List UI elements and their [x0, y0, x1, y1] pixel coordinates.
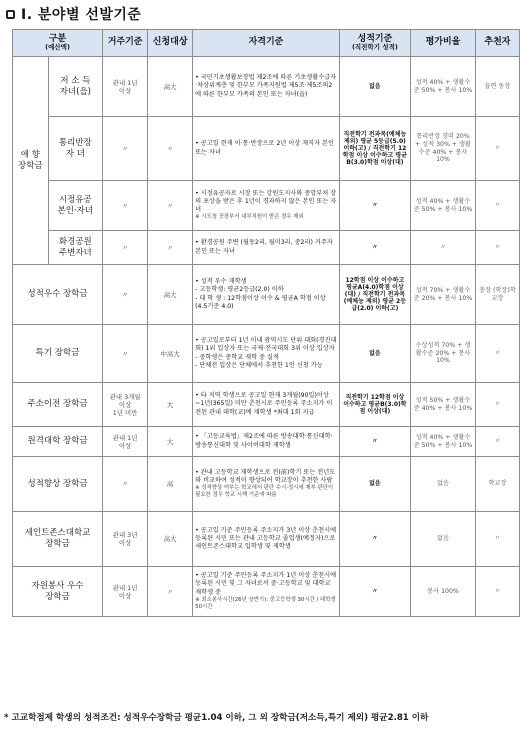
residence-cell: 관내 3년 이상 — [103, 512, 148, 567]
eligibility-note: ※ 성적향상 여부는 학교에서 판단 수시·정시에 제부 판단이 필요한 경우 학교 시책 기준에 따름 — [195, 485, 334, 499]
target-cell: 〃 — [148, 181, 193, 231]
header-category: 구분 (예산액) — [13, 30, 103, 57]
eligibility-cell — [193, 383, 340, 427]
category-name: 저 소 득 자녀(읍) — [48, 57, 102, 117]
target-cell: 〃 — [148, 231, 193, 265]
grade-cell: 〃 — [339, 231, 410, 265]
recommender-cell: 〃 — [475, 181, 519, 231]
evaluation-cell: 성적 40% + 생활수준 50% + 봉사 10% — [411, 57, 476, 117]
category-name: 성적우수 장학금 — [13, 265, 103, 325]
header-grade: 성적기준 (직전학기 성적) — [339, 30, 410, 57]
table-row — [13, 427, 520, 457]
section-heading — [6, 4, 141, 24]
table-row — [13, 231, 520, 265]
table-row — [13, 567, 520, 617]
recommender-cell: 읍면 동장 — [475, 57, 519, 117]
grade-cell: 〃 — [339, 567, 410, 617]
recommender-cell: 총장 (학장)학교장 — [475, 265, 519, 325]
recommender-cell: 〃 — [475, 383, 519, 427]
table-row — [13, 181, 520, 231]
category-name: 세인트존스대학교 장학금 — [13, 512, 103, 567]
header-residence: 거주기준 — [103, 30, 148, 57]
recommender-cell: 〃 — [475, 567, 519, 617]
recommender-cell: 학교장 — [475, 457, 519, 512]
residence-cell: 관내 1년 이상 — [103, 427, 148, 457]
residence-cell: 〃 — [103, 265, 148, 325]
target-cell: 〃 — [148, 567, 193, 617]
eligibility-line: • 관내 고등학교 재학생으로 전(前)학기 또는 전년도와 비교하여 성적이 향상되어 학교장이 추천한 사람 — [195, 469, 337, 485]
eligibility-line: • 성적 우수 재학생 — [195, 278, 337, 286]
eligibility-line: • 시정유공자로 시장 또는 강원도지사와 중앙부처 장의 포상을 받은 후 1년이 경과하지 않은 본인 또는 자녀 — [195, 190, 337, 214]
grade-cell: 없음 — [339, 325, 410, 383]
eligibility-note: ※ 시도청 공장부서 내부직원이 받은 경우 제외 — [195, 214, 304, 221]
eligibility-cell — [193, 567, 340, 617]
header-eligibility: 자격기준 — [193, 30, 340, 57]
target-cell: 高 — [148, 457, 193, 512]
target-cell: 高大 — [148, 57, 193, 117]
category-name: 화경공원 주변자녀 — [48, 231, 102, 265]
residence-cell: 〃 — [103, 231, 148, 265]
category-name: 시정유공 본인·자녀 — [48, 181, 102, 231]
eligibility-line: • 공고일 기준 주민등록 주소지가 1년 이상 춘천시에 등록된 시민 및 그 자녀로서 중·고등학교 및 대학교 재학생 중 — [195, 572, 337, 596]
category-name: 성적향상 장학금 — [13, 457, 103, 512]
table-row — [13, 457, 520, 512]
target-cell: 高大 — [148, 265, 193, 325]
eligibility-cell — [193, 117, 340, 181]
eligibility-cell — [193, 57, 340, 117]
header-recommender: 추천자 — [475, 30, 519, 57]
eligibility-line: - 고등학생: 평균2등급(2.0) 이하 — [195, 286, 284, 294]
eligibility-cell — [193, 231, 340, 265]
evaluation-cell: 통리반장 경력 20% + 성적 30% + 생활수준 40% + 봉사 10% — [411, 117, 476, 181]
footer-note: * 고교학점제 학생의 성적조건: 성적우수장학금 평균1.04 이하, 그 외 장학금(저소득,특기 제외) 평균2.81 이하 — [4, 713, 429, 723]
category-name: 자원봉사 우수 장학금 — [13, 567, 103, 617]
eligibility-cell — [193, 265, 340, 325]
evaluation-cell: 수상성적 70% + 생활수준 20% + 봉사 10% — [411, 325, 476, 383]
eligibility-line: • 타 지역 학생으로 공고일 현재 3개월(90일)이상~1년(365일) 미만 춘천시로 주민등록 주소지가 이전된 관내 대학(교)에 재학생 *최대 1회 지급 — [195, 392, 337, 416]
eligibility-line: • 환경공원 주변 (월동2리, 월미3리, 중2리) 거주자 본인 또는 자녀 — [195, 239, 337, 255]
recommender-cell: 〃 — [475, 512, 519, 567]
table-header-row — [13, 30, 520, 57]
eligibility-note: ※ 최소봉사시간(26년 상반기): 중고등학생 30시간 / 대학생 50시간 — [195, 596, 336, 610]
table-row — [13, 325, 520, 383]
eligibility-line: • 공고일 기준 주민등록 주소지가 3년 이상 춘천시에 등록된 시민 또는 관내 고등학교 졸업생(예정자)으로 세인트존스대학교 입학생 및 재학생 — [195, 527, 337, 551]
section-title: Ⅰ. 분야별 선발기준 — [21, 7, 142, 23]
target-cell: 大 — [148, 427, 193, 457]
target-cell: 高大 — [148, 512, 193, 567]
eligibility-cell — [193, 181, 340, 231]
evaluation-cell: 없음 — [411, 457, 476, 512]
grade-cell: 없음 — [339, 57, 410, 117]
table-row — [13, 265, 520, 325]
grade-cell: 〃 — [339, 427, 410, 457]
table-row — [13, 117, 520, 181]
target-cell: 中高大 — [148, 325, 193, 383]
residence-cell: 관내 1년 이상 — [103, 57, 148, 117]
category-name: 통리반장 자 녀 — [48, 117, 102, 181]
target-cell: 大 — [148, 383, 193, 427]
header-evaluation: 평가비율 — [411, 30, 476, 57]
target-cell: 〃 — [148, 117, 193, 181]
evaluation-cell: 성적 70% + 생활수준 20% + 봉사 10% — [411, 265, 476, 325]
evaluation-cell: 없음 — [411, 512, 476, 567]
recommender-cell: 〃 — [475, 325, 519, 383]
grade-cell: 〃 — [339, 181, 410, 231]
residence-cell: 관내 1년 이상 — [103, 567, 148, 617]
eligibility-line: - 대 학 생 : 12학점이상 이수 & 평균A 학점 이상(4.5기준 4.0) — [195, 294, 326, 310]
eligibility-cell — [193, 512, 340, 567]
grade-cell: 〃 — [339, 512, 410, 567]
eligibility-line: • 공고일로부터 1년 이내 광역시도 단위 대회(경진대회) 1위 입상자 또는 국제·전국대회 3위 이상 입상자 — [195, 337, 337, 353]
table-row — [13, 512, 520, 567]
recommender-cell: 〃 — [475, 427, 519, 457]
evaluation-cell: 봉사 100% — [411, 567, 476, 617]
residence-cell: 〃 — [103, 181, 148, 231]
residence-cell: 〃 — [103, 117, 148, 181]
evaluation-cell: 성적 40% + 생활수준 50% + 봉사 10% — [411, 181, 476, 231]
square-bullet-icon — [6, 10, 15, 19]
eligibility-line: • 국민기초생활보장법 제2조에 따른 기초생활수급자·차상위계층 및 한부모 가족지원법 제5조·제5조의2에 따른 한부모 가족의 본인 또는 자녀(읍) — [195, 74, 337, 98]
evaluation-cell: 성적 50% + 생활수준 40% + 봉사 10% — [411, 383, 476, 427]
eligibility-cell — [193, 325, 340, 383]
category-name: 주소이전 장학금 — [13, 383, 103, 427]
residence-cell: 〃 — [103, 457, 148, 512]
grade-cell: 없음 — [339, 457, 410, 512]
eligibility-cell — [193, 427, 340, 457]
table-row — [13, 383, 520, 427]
recommender-cell: 〃 — [475, 117, 519, 181]
residence-cell: 〃 — [103, 325, 148, 383]
residence-cell: 관내 3개월 이상 1년 미만 — [103, 383, 148, 427]
eligibility-line: - 중학생은 중학교 재학 중 실적 — [195, 353, 279, 361]
eligibility-line: • 공고일 현재 이·통·반장으로 2년 이상 재직자 본인 또는 자녀 — [195, 140, 337, 156]
eligibility-line: - 단체전 입상은 단체에서 추천한 1인 신청 가능 — [195, 361, 323, 369]
grade-cell: 직전학기 전과목(예체능 제외) 평균 5등급(5.0) 이하(고) / 직전학기 12학점 이상 이수하고 평균B(3.0)학점 이상(대) — [339, 117, 410, 181]
evaluation-cell: 성적 40% + 생활수준 50% + 봉사 10% — [411, 427, 476, 457]
grade-cell: 12학점 이상 이수하고 평균A(4.0)학점 이상(대) / 직전학기 전과목(예체능 제외) 평균 2등급(2.0) 이하(고) — [339, 265, 410, 325]
category-group-love-hometown: 애 향 장학금 — [13, 57, 49, 265]
table-row — [13, 57, 520, 117]
scholarship-criteria-table — [12, 29, 520, 617]
eligibility-cell — [193, 457, 340, 512]
recommender-cell: 〃 — [475, 231, 519, 265]
evaluation-cell: 〃 — [411, 231, 476, 265]
eligibility-line: • 「고등교육법」제2조에 따른 방송대학·통신대학·방송통신대학 및 사이버대학 재학생 — [195, 433, 337, 449]
header-target: 신청대상 — [148, 30, 193, 57]
grade-cell: 직전학기 12학점 이상 이수하고 평균B(3.0)학점 이상(대) — [339, 383, 410, 427]
category-name: 특기 장학금 — [13, 325, 103, 383]
category-name: 원격대학 장학금 — [13, 427, 103, 457]
